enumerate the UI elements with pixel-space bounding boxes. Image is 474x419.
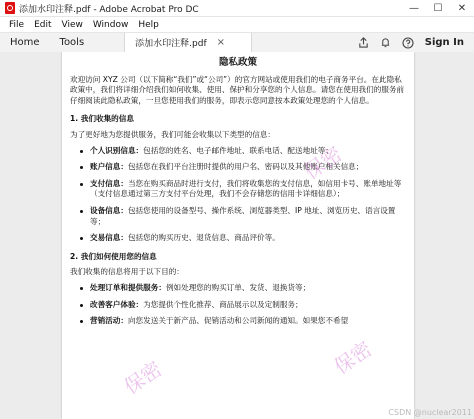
list-item: [90, 162, 406, 173]
document-title: 隐私政策: [218, 57, 257, 68]
tab-home[interactable]: Home: [10, 37, 40, 48]
list-text: 向您发送关于新产品、促销活动和公司新闻的通知。如果您不希望: [127, 316, 349, 326]
menu-file[interactable]: File: [9, 19, 25, 30]
bell-icon[interactable]: [375, 33, 397, 52]
list-item: [90, 206, 406, 227]
list-item: [90, 283, 406, 294]
list-item: [90, 300, 406, 311]
sign-in-button[interactable]: Sign In: [424, 37, 464, 48]
list-term: 交易信息：: [90, 233, 128, 243]
window-controls: [402, 0, 474, 16]
window-title: 添加水印注释.pdf - Adobe Acrobat Pro DC: [19, 4, 199, 15]
help-icon[interactable]: [397, 33, 419, 52]
maximize-button[interactable]: ☐: [433, 2, 443, 14]
section-1-intro: 为了更好地为您提供服务，我们可能会收集以下类型的信息：: [70, 129, 276, 139]
list-item: [90, 316, 406, 327]
menu-edit[interactable]: Edit: [34, 19, 52, 30]
section-1-list: [70, 146, 406, 244]
intro-paragraph: 欢迎访问 XYZ 公司（以下简称“我们”或“公司”）的官方网站或使用我们的电子商务平台。在此隐私政策中，我们将详细介绍我们如何收集、使用、保护和分享您的个人信息。请您在使用我们的服务前仔细阅读此隐私政策，一旦您使用我们的服务，即表示您同意按本政策处理您的个人信息。: [70, 74, 405, 105]
list-text: 包括您在我们平台注册时提供的用户名、密码以及其他账户相关信息；: [127, 162, 364, 172]
minimize-button[interactable]: —: [409, 2, 419, 14]
tab-bar: [0, 33, 474, 53]
share-icon[interactable]: [353, 33, 375, 52]
list-text: 包括您使用的设备型号、操作系统、浏览器类型、IP 地址、浏览历史、语言设置等；: [90, 205, 396, 226]
list-item: [90, 179, 406, 200]
document-tab-label: 添加水印注释.pdf: [135, 39, 207, 49]
watermark: 保密: [119, 356, 167, 400]
close-window-button[interactable]: ✕: [457, 2, 467, 14]
list-term: 支付信息：: [90, 178, 128, 188]
pdf-page: [62, 52, 414, 419]
list-text: 当您在购买商品时进行支付，我们将收集您的支付信息，如信用卡号、账单地址等（支付信息通过第三方支付平台处理，我们不会存储您的信用卡详细信息）；: [90, 178, 402, 199]
tab-tools[interactable]: Tools: [59, 37, 85, 48]
watermark: 保密: [299, 141, 347, 185]
list-term: 改善客户体验：: [90, 299, 144, 309]
document-viewer[interactable]: [0, 52, 474, 419]
menu-help[interactable]: Help: [138, 19, 159, 30]
list-text: 包括您的姓名、电子邮件地址、联系电话、配送地址等；: [143, 145, 333, 155]
list-text: 包括您的购买历史、退货信息、商品评价等。: [127, 233, 280, 243]
page-content: [62, 52, 414, 327]
title-bar: [0, 0, 474, 17]
list-term: 营销活动：: [90, 316, 128, 326]
list-text: 例如处理您的购买订单、发货、退换货等；: [165, 282, 311, 292]
section-2-list: [70, 283, 406, 327]
acrobat-icon: [5, 2, 15, 14]
close-tab-icon[interactable]: ×: [216, 37, 226, 48]
list-text: 为您提供个性化推荐、商品展示以及定制服务；: [143, 299, 303, 309]
section-heading-2: 2. 我们如何使用您的信息: [70, 251, 157, 261]
menu-view[interactable]: View: [61, 19, 83, 30]
list-term: 设备信息：: [90, 205, 128, 215]
csdn-watermark: CSDN @nuclear2011: [388, 408, 472, 417]
list-term: 账户信息：: [90, 162, 128, 172]
watermark: 保密: [329, 336, 377, 380]
list-term: 处理订单和提供服务：: [90, 282, 166, 292]
menu-window[interactable]: Window: [92, 19, 129, 30]
section-heading-1: 1. 我们收集的信息: [70, 114, 134, 124]
section-2-intro: 我们收集的信息将用于以下目的：: [70, 267, 184, 277]
tab-document[interactable]: [124, 33, 252, 52]
list-term: 个人识别信息：: [90, 145, 144, 155]
list-item: [90, 146, 406, 157]
list-item: [90, 233, 406, 244]
menu-bar: [0, 17, 474, 33]
